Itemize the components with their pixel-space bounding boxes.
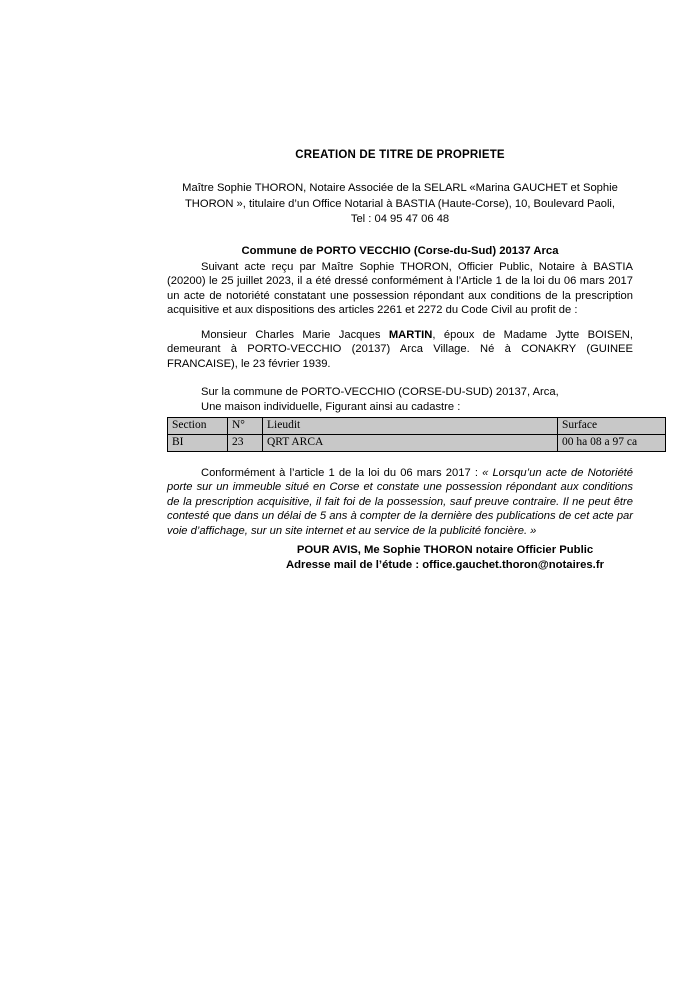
cadastre-intro-line-2: Une maison individuelle, Figurant ainsi au cadastre : bbox=[201, 400, 461, 413]
cell-lieudit: QRT ARCA bbox=[263, 434, 558, 451]
commune-heading: Commune de PORTO VECCHIO (Corse-du-Sud) 20137 Arca bbox=[241, 244, 559, 257]
legal-quote-paragraph bbox=[167, 466, 633, 539]
acte-paragraph: Suivant acte reçu par Maître Sophie THORON, Officier Public, Notaire à BASTIA (20200) le 25 juillet 2023, il a été dressé conformément à l’Article 1 de la loi du 06 mars 2017 un acte de notoriété constatant une possession répondant aux conditions de la prescription acquisitive et aux dispositions des articles 2261 et 2272 du Code Civil au profit de : bbox=[167, 260, 633, 317]
column-header-lieudit: Lieudit bbox=[263, 417, 558, 434]
cell-section: BI bbox=[168, 434, 228, 451]
beneficiary-surname: MARTIN bbox=[388, 328, 433, 341]
beneficiary-suffix: , époux de Madame Jytte BOISEN, demeurant à PORTO-VECCHIO (20137) Arca Village. Né à CONAKRY (GUINEE FRANCAISE), le 23 février 1939. bbox=[167, 328, 633, 371]
page-title: CREATION DE TITRE DE PROPRIETE bbox=[295, 149, 505, 161]
cadastre-table bbox=[167, 417, 666, 452]
column-header-section: Section bbox=[168, 417, 228, 434]
beneficiary-prefix: Monsieur Charles Marie Jacques bbox=[201, 328, 389, 341]
cell-surface: 00 ha 08 a 97 ca bbox=[558, 434, 666, 451]
notary-header-line-2: THORON », titulaire d’un Office Notarial à BASTIA (Haute-Corse), 10, Boulevard Paoli, bbox=[184, 197, 616, 210]
cell-number: 23 bbox=[228, 434, 263, 451]
notary-header-block bbox=[167, 181, 633, 228]
column-header-surface: Surface bbox=[558, 417, 666, 434]
notary-header-line-1: Maître Sophie THORON, Notaire Associée de la SELARL «Marina GAUCHET et Sophie bbox=[182, 182, 618, 194]
beneficiary-paragraph bbox=[167, 328, 633, 372]
legal-quote-lead-in: Conformément à l’article 1 de la loi du 06 mars 2017 : bbox=[201, 466, 483, 479]
table-row bbox=[168, 434, 666, 451]
closing-block bbox=[167, 543, 633, 573]
table-header-row bbox=[168, 417, 666, 434]
cadastre-intro bbox=[167, 385, 633, 415]
closing-line-1: POUR AVIS, Me Sophie THORON notaire Officier Public bbox=[296, 543, 594, 556]
cadastre-intro-line-1: Sur la commune de PORTO-VECCHIO (CORSE-DU-SUD) 20137, Arca, bbox=[201, 385, 559, 398]
legal-quote-text: « Lorsqu’un acte de Notoriété porte sur un immeuble situé en Corse et constate une possession répondant aux conditions de la prescription acquisitive, il fait foi de la possession, sauf preuve contraire. Il ne peut être contesté que dans un délai de 5 ans à compter de la dernière des publications de cet acte par voie d’affichage, sur un site internet et au service de la publicité foncière. » bbox=[167, 466, 633, 538]
notary-header-line-3: Tel : 04 95 47 06 48 bbox=[350, 213, 450, 225]
column-header-number: N° bbox=[228, 417, 263, 434]
document-content bbox=[167, 148, 638, 573]
closing-line-2: Adresse mail de l’étude : office.gauchet.thoron@notaires.fr bbox=[286, 558, 604, 571]
